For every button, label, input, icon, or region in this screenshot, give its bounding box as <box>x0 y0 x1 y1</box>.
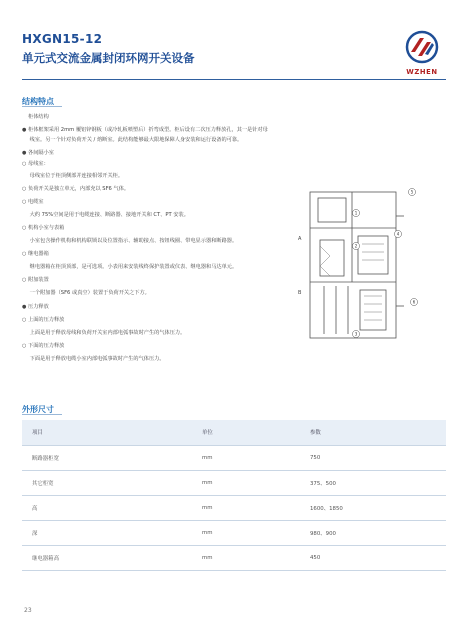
structure-line: ● 柜体框架采用 2mm 覆铝锌钢板（或冷轧板喷塑后）折弯成型。柜后设有二次压力释放孔，其一是针对母 <box>22 127 268 133</box>
logo-text: WZHEN <box>406 68 438 76</box>
column-header-item: 项目 <box>22 420 182 445</box>
callout-2: 2 <box>354 243 358 249</box>
model-number: HXGN15-12 <box>22 32 103 46</box>
cell-item: 深 <box>22 520 182 545</box>
structure-line: ○ 机构小室与表箱 <box>22 225 65 231</box>
cell-item: 高 <box>22 495 182 520</box>
page-header <box>22 30 446 80</box>
structure-line: ○ 下面的压力释放 <box>22 343 65 349</box>
structure-line: ● 各间隔小室 <box>22 150 54 156</box>
diagram-label-b: B <box>298 290 302 296</box>
structure-line: 一个附加器（SF6 或真空）装置于负荷开关之下方。 <box>28 290 150 296</box>
structure-line: ○ 上面的压力释放 <box>22 317 65 323</box>
cell-unit: mm <box>182 445 310 470</box>
document-title: 单元式交流金属封闭环网开关设备 <box>22 51 195 65</box>
column-header-unit: 单位 <box>182 420 310 445</box>
dimensions-heading-rule <box>22 414 62 415</box>
diagram-drawing <box>290 186 420 356</box>
structure-line: ○ 母线室： <box>22 161 49 167</box>
cell-unit: mm <box>182 545 310 570</box>
cell-value: 980、900 <box>310 520 446 545</box>
cell-value: 450 <box>310 545 446 570</box>
structure-line: 继电器箱在柜顶顶部，是可选项。小表用来安装线终保护装置或仪表、继电器和马达单元。 <box>28 264 238 270</box>
structure-line: 母线室位于柜顶侧部并连接相邻开关柜。 <box>28 173 124 179</box>
callout-5: 5 <box>410 189 414 195</box>
table-row <box>22 470 446 495</box>
callout-6: 6 <box>412 299 416 305</box>
cell-unit: mm <box>182 495 310 520</box>
cell-unit: mm <box>182 520 310 545</box>
structure-heading-rule <box>22 106 62 107</box>
structure-line: 大约 75%空间是用于电缆连接、断路器、接地开关和 CT、PT 安装。 <box>28 212 189 218</box>
logo-mark-icon <box>400 30 444 66</box>
structure-line: 线室。另一个针对负荷开关 / 熔断室。此结构能够最大限地保障人身安装和运行设备的可靠。 <box>28 137 243 143</box>
dimensions-heading: 外形尺寸 <box>22 405 54 414</box>
table-row <box>22 495 446 520</box>
cell-value: 1600、1850 <box>310 495 446 520</box>
cell-item: 其它柜宽 <box>22 470 182 495</box>
callout-1: 1 <box>354 210 358 216</box>
structure-heading: 结构特点 <box>22 97 54 106</box>
diagram-label-a: A <box>298 236 302 242</box>
structure-line: ○ 继电器箱 <box>22 251 49 257</box>
structure-line: 小室包含操作机构和机构联锁以及位置指示、辅助接点、按钮线圈、带电显示器和断路器。 <box>28 238 238 244</box>
column-header-value: 参数 <box>310 420 446 445</box>
table-header-row <box>22 420 446 445</box>
structure-line: 柜体结构 <box>28 114 49 120</box>
structure-line: 下面是用于释放电缆小室内部电弧事故时产生的气体压力。 <box>28 356 165 362</box>
table-row <box>22 445 446 470</box>
structure-line: ● 压力释放 <box>22 304 49 310</box>
table-row <box>22 520 446 545</box>
cell-unit: mm <box>182 470 310 495</box>
structure-line: ○ 电缆室 <box>22 199 44 205</box>
structure-line: 上面是用于释放母线和负荷开关室内部电弧事故时产生的气体压力。 <box>28 330 186 336</box>
company-logo <box>400 30 444 76</box>
dimensions-table <box>22 420 446 571</box>
switchgear-section-diagram <box>290 186 420 356</box>
structure-line: ○ 附加装置 <box>22 277 49 283</box>
cell-item: 断路器柜宽 <box>22 445 182 470</box>
table-row <box>22 545 446 570</box>
callout-4: 4 <box>396 231 400 237</box>
cell-item: 继电器箱高 <box>22 545 182 570</box>
structure-line: ○ 负荷开关是独立单元，内部充以 SF6 气体。 <box>22 186 130 192</box>
cell-value: 750 <box>310 445 446 470</box>
cell-value: 375、500 <box>310 470 446 495</box>
callout-3: 3 <box>354 331 358 337</box>
page-number: 23 <box>24 607 32 614</box>
